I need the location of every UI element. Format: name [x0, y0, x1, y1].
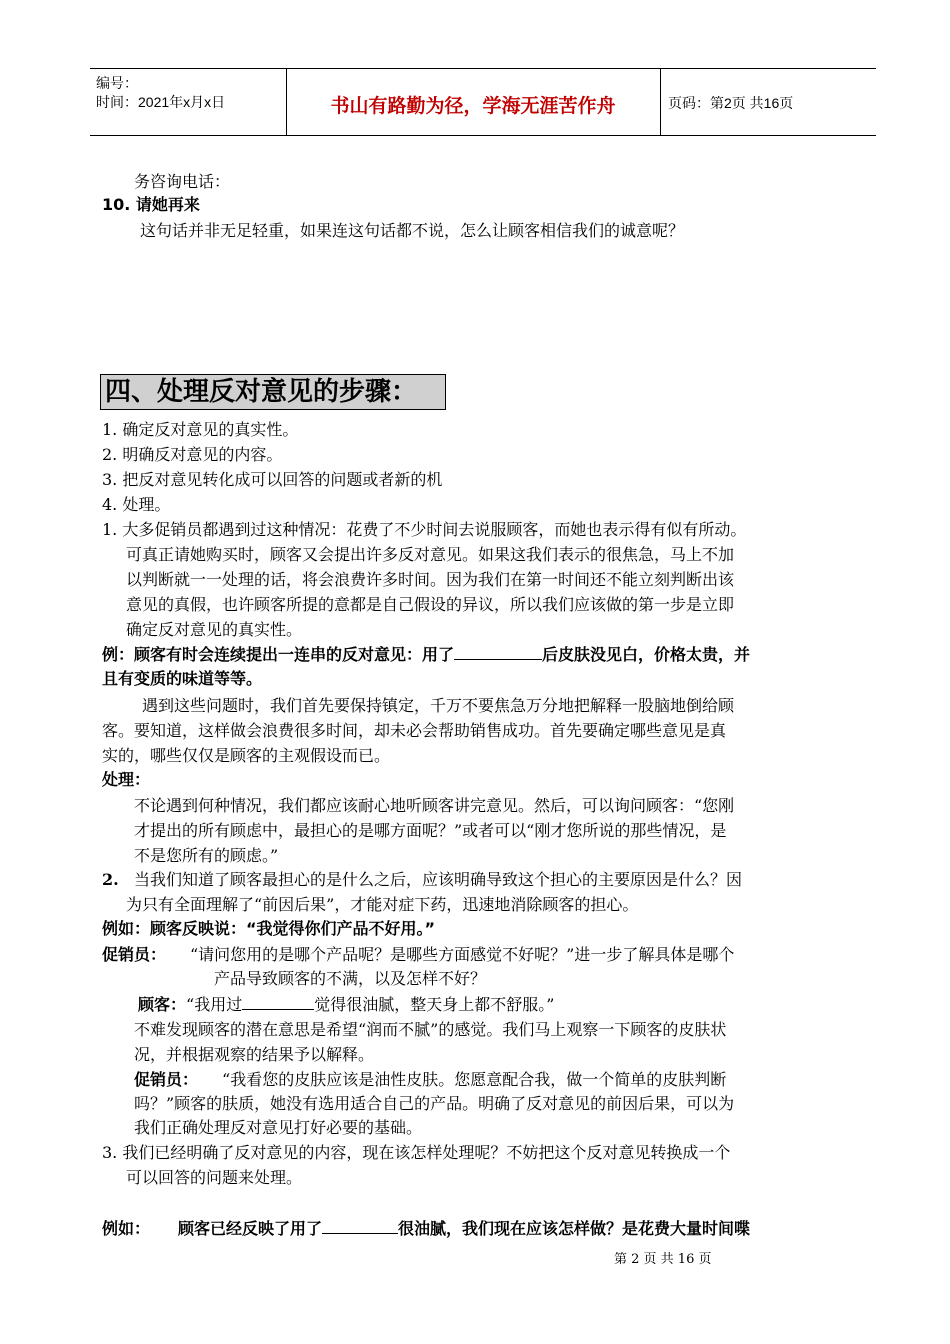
time-label: 时间：2021年x月x日: [96, 94, 226, 110]
example-1-part-a: 例：顾客有时会连续提出一连串的反对意见：用了: [102, 645, 455, 664]
blank-line: [242, 993, 314, 1010]
blank-line: [322, 1217, 398, 1234]
customer-label: 顾客：: [138, 995, 187, 1014]
paragraph-line: 不难发现顾客的潜在意思是希望“润而不腻”的感觉。我们马上观察一下顾客的皮肤状: [134, 1020, 727, 1039]
paragraph-line: 不论遇到何种情况，我们都应该耐心地听顾客讲完意见。然后，可以询问顾客：“您刚: [134, 796, 735, 815]
section-title: 四、处理反对意见的步骤：: [105, 377, 418, 407]
paragraph-line: 3. 我们已经明确了反对意见的内容，现在该怎样处理呢？不妨把这个反对意见转换成一个: [102, 1143, 731, 1162]
paragraph-line: 遇到这些问题时，我们首先要保持镇定，千万不要焦急万分地把解释一股脑地倒给顾: [142, 696, 735, 715]
paragraph-line: 我们正确处理反对意见打好必要的基础。: [134, 1118, 423, 1137]
paragraph-line: 以判断就一一处理的话，将会浪费许多时间。因为我们在第一时间还不能立刻判断出该: [126, 570, 735, 589]
header-page-cell: [660, 69, 876, 135]
example-3: [102, 1217, 750, 1241]
paragraph-line: 才提出的所有顾虑中，最担心的是哪方面呢？”或者可以“刚才您所说的那些情况，是: [134, 821, 727, 840]
page-info: 页码：第2页 共16页: [668, 95, 794, 111]
example-3-part-b: 很油腻，我们现在应该怎样做？是花费大量时间喋: [398, 1219, 751, 1238]
dialogue-line: “请问您用的是哪个产品呢？是哪些方面感觉不好呢？”进一步了解具体是哪个: [190, 945, 735, 964]
paragraph-line: 可真正请她购买时，顾客又会提出许多反对意见。如果这我们表示的很焦急，马上不加: [126, 545, 735, 564]
step-item: 1. 确定反对意见的真实性。: [102, 420, 299, 439]
header-meta-cell: [90, 69, 287, 135]
customer-part-b: 觉得很油腻，整天身上都不舒服。”: [314, 995, 555, 1014]
sales-reply-line: [134, 1068, 726, 1092]
example-1-cont: 且有变质的味道等等。: [102, 669, 263, 688]
paragraph-line: 况，并根据观察的结果予以解释。: [134, 1045, 375, 1064]
paragraph-line: 客。要知道，这样做会浪费很多时间，却未必会帮助销售成功。首先要确定哪些意见是真: [102, 721, 727, 740]
page-footer: 第 2 页 共 16 页: [614, 1252, 712, 1267]
item-number: 2.: [102, 870, 119, 889]
dialogue-line: 产品导致顾客的不满，以及怎样不好？: [214, 969, 487, 988]
heading-10: 10. 请她再来: [102, 195, 200, 214]
paragraph-line: 当我们知道了顾客最担心的是什么之后，应该明确导致这个担心的主要原因是什么？因: [134, 870, 743, 889]
blank-line: [454, 643, 542, 660]
paragraph-line: 可以回答的问题来处理。: [126, 1168, 303, 1187]
customer-part-a: “我用过: [186, 995, 243, 1014]
paragraph-line: 意见的真假，也许顾客所提的意都是自己假设的异议，所以我们应该做的第一步是立即: [126, 595, 735, 614]
paragraph-line: 实的，哪些仅仅是顾客的主观假设而已。: [102, 746, 391, 765]
example-3-label: 例如：: [102, 1219, 151, 1238]
sales-label: 促销员：: [102, 945, 167, 964]
paragraph-10: 这句话并非无足轻重，如果连这句话都不说，怎么让顾客相信我们的诚意呢？: [140, 221, 685, 240]
paragraph-line: 不是您所有的顾虑。”: [134, 846, 279, 865]
step-item: 4. 处理。: [102, 495, 171, 514]
paragraph-line: 吗？”顾客的肤质，她没有选用适合自己的产品。明确了反对意见的前因后果，可以为: [134, 1094, 735, 1113]
paragraph-line: 为只有全面理解了“前因后果”，才能对症下药，迅速地消除顾客的担心。: [126, 895, 639, 914]
number-label: 编号：: [96, 75, 138, 91]
example-1: [102, 643, 750, 667]
sales2-part-a: “我看您的皮肤应该是油性皮肤。您愿意配合我，做一个简单的皮肤判断: [222, 1070, 727, 1089]
example-3-part-a: 顾客已经反映了用了: [178, 1219, 323, 1238]
motto: 书山有路勤为径，学海无涯苦作舟: [330, 95, 616, 117]
example-1-part-b: 后皮肤没见白，价格太贵，并: [542, 645, 751, 664]
step-item: 2. 明确反对意见的内容。: [102, 445, 283, 464]
section-title-box: [100, 374, 446, 410]
header-motto-cell: [286, 69, 661, 135]
step-item: 3. 把反对意见转化成可以回答的问题或者新的机: [102, 470, 443, 489]
paragraph-line: 确定反对意见的真实性。: [126, 620, 303, 639]
paragraph-line: 1. 大多促销员都遇到过这种情况：花费了不少时间去说服顾客，而她也表示得有似有所动。: [102, 520, 747, 539]
sales2-label: 促销员：: [134, 1070, 199, 1089]
handle-label: 处理：: [102, 770, 151, 789]
text-line: 务咨询电话：: [134, 172, 231, 191]
example-2: 例如：顾客反映说：“我觉得你们产品不好用。”: [102, 919, 436, 938]
page-header: [90, 68, 876, 136]
customer-line: [138, 993, 554, 1017]
